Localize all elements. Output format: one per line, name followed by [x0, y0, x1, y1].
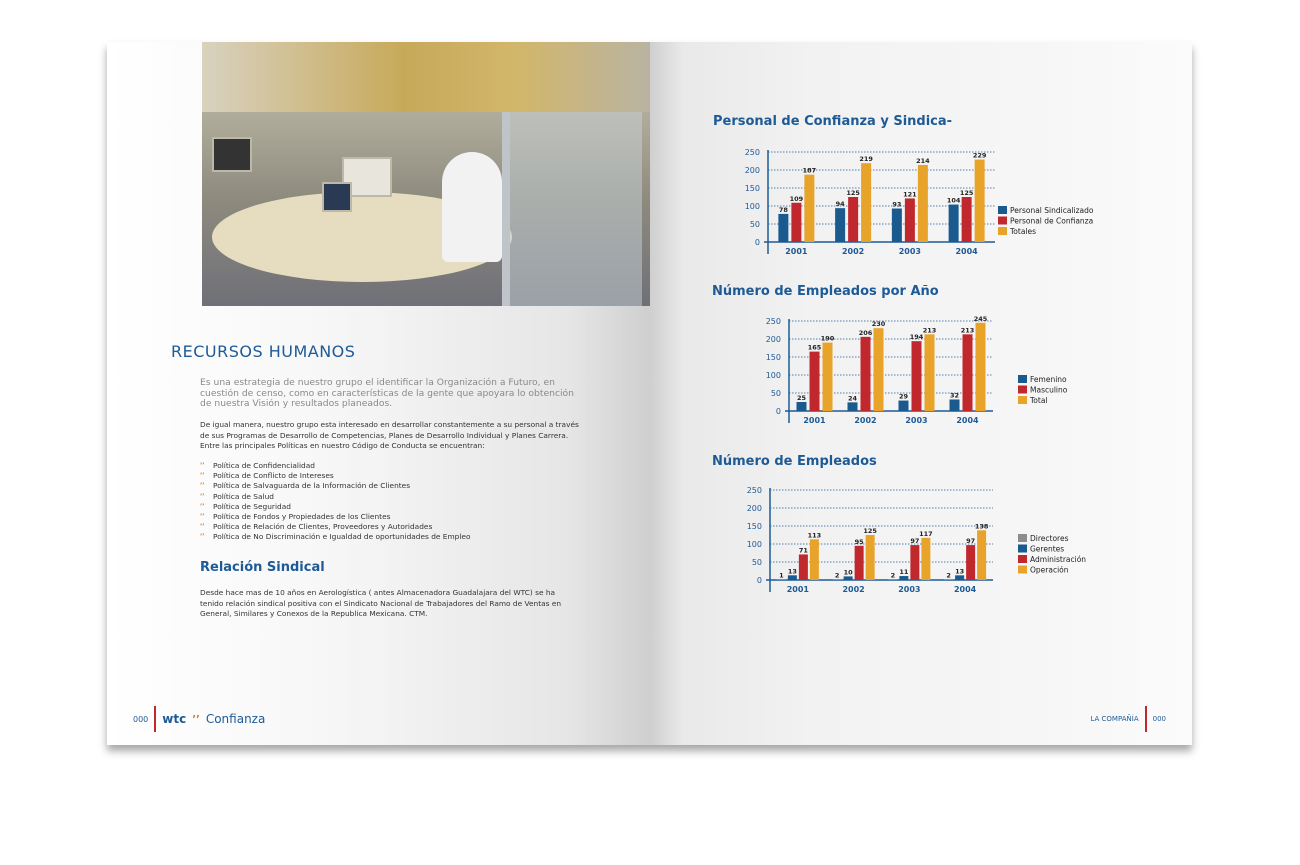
y-tick-label: 150 — [765, 353, 781, 362]
data-label: 25 — [796, 394, 807, 402]
union-text: Desde hace mas de 10 años en Aerologística ( antes Almacenadora Guadalajara del WTC) se ha tenido relación sindical positiva con el Sindicato Nacional de Trabajadores del Ramo de Ventas en General, Similares y Conexos de la Republica Mexicana. CTM. — [200, 588, 562, 618]
data-label: 104 — [946, 196, 961, 205]
bar — [888, 579, 897, 580]
data-label: 2 — [834, 571, 840, 580]
data-label: 29 — [898, 392, 909, 401]
list-item: ’’ Política de Relación de Clientes, Proveedores y Autoridades — [200, 522, 433, 532]
data-label: 93 — [892, 200, 902, 209]
data-label: 11 — [899, 568, 909, 577]
chart-3-title: Número de Empleados — [712, 454, 877, 469]
bar — [977, 530, 986, 580]
bar — [892, 209, 902, 242]
legend-swatch — [998, 206, 1007, 214]
legend-label: Femenino — [1030, 375, 1067, 384]
bar — [835, 208, 845, 242]
x-tick-label: 2003 — [898, 247, 922, 256]
bar — [918, 165, 928, 242]
data-label: 78 — [778, 205, 788, 214]
bar — [788, 575, 797, 580]
bar — [848, 402, 858, 411]
y-tick-label: 200 — [744, 166, 760, 175]
bullet-icon: ’’ — [200, 523, 205, 531]
data-label: 230 — [871, 320, 886, 329]
section-title: RECURSOS HUMANOS — [171, 342, 356, 361]
bar — [955, 575, 964, 580]
legend-swatch — [1018, 566, 1027, 574]
y-tick-label: 100 — [746, 540, 762, 549]
y-tick-label: 0 — [775, 407, 781, 416]
data-label: 95 — [854, 537, 864, 546]
bar — [855, 546, 864, 580]
divider — [1145, 706, 1147, 732]
bar — [861, 163, 871, 242]
data-label: 125 — [959, 189, 974, 197]
bullet-icon: ’’ — [200, 533, 205, 541]
chart-personal — [740, 145, 1100, 260]
data-label: 2 — [890, 571, 896, 580]
data-label: 71 — [798, 546, 808, 555]
x-tick-label: 2001 — [786, 585, 810, 594]
bullet-icon: ’’ — [200, 482, 205, 490]
bar — [905, 198, 915, 242]
y-tick-label: 200 — [746, 504, 762, 513]
wtc-logo: wtc — [162, 712, 187, 726]
bullet-icon: ’’ — [200, 513, 205, 521]
list-item: ’’ Política de Confidencialidad — [200, 461, 315, 470]
x-tick-label: 2004 — [955, 247, 978, 256]
bar — [799, 554, 808, 580]
data-label: 24 — [847, 394, 858, 403]
bar — [899, 576, 908, 580]
bar — [925, 334, 935, 411]
bullet-icon: ’’ — [200, 462, 205, 469]
legend-swatch — [1018, 545, 1027, 553]
data-label: 213 — [922, 326, 937, 335]
data-label: 125 — [863, 527, 877, 535]
bar — [848, 197, 858, 242]
y-tick-label: 100 — [765, 371, 781, 380]
section-name: LA COMPAÑÍA — [1090, 715, 1139, 723]
legend-label: Administración — [1030, 555, 1087, 564]
legend-swatch — [1018, 396, 1027, 404]
data-label: 97 — [966, 537, 976, 546]
legend-label: Total — [1030, 396, 1048, 405]
legend-label: Masculino — [1030, 385, 1068, 395]
y-tick-label: 0 — [754, 238, 760, 247]
data-label: 121 — [903, 190, 917, 199]
legend-swatch — [1018, 534, 1027, 542]
legend-label: Gerentes — [1030, 544, 1065, 554]
legend-label: Personal de Confianza — [1010, 216, 1094, 226]
data-label: 13 — [955, 567, 965, 576]
chart-numero-empleados — [740, 483, 1100, 598]
intro-text: Es una estrategia de nuestro grupo el identificar la Organización a Futuro, en cuestión de censo, como en características de la gente que apoyara lo obtención de nuestra Visión y resultados planeados. — [200, 377, 574, 409]
bar — [866, 535, 875, 580]
y-tick-label: 50 — [751, 558, 762, 567]
x-tick-label: 2002 — [841, 247, 865, 256]
data-label: 109 — [789, 194, 804, 203]
bar — [833, 579, 842, 580]
legend-swatch — [998, 227, 1007, 235]
data-label: 229 — [972, 151, 987, 160]
y-tick-label: 100 — [744, 202, 760, 211]
legend-label: Operación — [1030, 565, 1069, 575]
page-number: 000 — [133, 714, 149, 724]
bar — [976, 323, 986, 411]
data-label: 97 — [910, 537, 920, 546]
data-label: 165 — [807, 343, 822, 352]
y-tick-label: 150 — [746, 522, 762, 531]
bar — [810, 352, 820, 411]
chart-1-title: Personal de Confianza y Sindica- — [713, 114, 953, 129]
legend-swatch — [1018, 555, 1027, 563]
bar — [963, 334, 973, 411]
bar — [791, 203, 801, 242]
chart-empleados-por-anio — [740, 314, 1100, 429]
subsection-title: Relación Sindical — [200, 560, 325, 575]
bar — [910, 545, 919, 580]
left-page — [107, 42, 650, 745]
left-footer — [133, 706, 265, 732]
bar — [962, 197, 972, 242]
data-label: 245 — [973, 314, 988, 323]
bar — [944, 579, 953, 580]
legend-label: Totales — [1010, 227, 1037, 236]
x-tick-label: 2004 — [953, 585, 977, 594]
bar — [966, 545, 975, 580]
legend-swatch — [1018, 386, 1027, 394]
x-tick-label: 2001 — [785, 247, 808, 256]
y-tick-label: 250 — [744, 148, 760, 157]
data-label: 2 — [946, 571, 951, 580]
list-item: ’’ Política de Conflicto de Intereses — [200, 471, 334, 481]
logo-mark-icon: ’’ — [192, 713, 200, 725]
bar — [912, 341, 922, 411]
data-label: 187 — [802, 166, 817, 175]
data-label: 138 — [974, 522, 989, 531]
y-tick-label: 50 — [770, 389, 781, 398]
data-label: 206 — [858, 328, 873, 337]
bar — [899, 401, 909, 411]
data-label: 213 — [960, 326, 975, 335]
chart-2-title: Número de Empleados por Año — [712, 284, 939, 299]
divider — [154, 706, 156, 732]
y-tick-label: 250 — [765, 317, 781, 326]
list-item: ’’ Política de Seguridad — [200, 501, 291, 511]
bar — [778, 214, 788, 242]
data-label: 219 — [859, 155, 873, 164]
x-tick-label: 2001 — [803, 416, 826, 425]
data-label: 125 — [846, 189, 860, 197]
data-label: 214 — [916, 156, 930, 165]
list-item: ’’ Política de Fondos y Propiedades de los Clientes — [200, 512, 391, 522]
bar — [950, 399, 960, 411]
data-label: 94 — [835, 200, 845, 209]
data-label: 13 — [787, 567, 797, 576]
bar — [975, 160, 985, 242]
brand-name: Confianza — [205, 712, 266, 726]
bar — [823, 343, 833, 411]
data-label: 190 — [820, 334, 835, 343]
bar — [844, 576, 853, 580]
bar — [797, 402, 807, 411]
bar — [949, 205, 959, 242]
data-label: 117 — [919, 529, 933, 538]
data-label: 194 — [909, 333, 924, 342]
bullet-icon: ’’ — [200, 502, 205, 510]
right-footer — [1090, 706, 1166, 732]
bar — [874, 328, 884, 411]
legend-swatch — [1018, 375, 1027, 383]
x-tick-label: 2002 — [842, 585, 865, 594]
list-item: ’’ Política de Salud — [200, 491, 274, 501]
list-item: ’’ Política de Salvaguarda de la Información de Clientes — [200, 481, 411, 491]
y-tick-label: 0 — [756, 576, 762, 585]
bullet-icon: ’’ — [200, 472, 205, 480]
bar — [861, 337, 871, 411]
legend-label: Personal Sindicalizado — [1010, 206, 1094, 215]
bullet-icon: ’’ — [200, 492, 205, 500]
bar — [804, 175, 814, 242]
y-tick-label: 250 — [746, 486, 762, 495]
data-label: 113 — [807, 531, 822, 540]
legend-label: Directores — [1030, 534, 1069, 543]
data-label: 32 — [949, 391, 960, 400]
y-tick-label: 50 — [749, 220, 760, 229]
page-number: 000 — [1152, 715, 1166, 723]
y-tick-label: 200 — [765, 335, 781, 344]
policy-list — [200, 461, 471, 543]
x-tick-label: 2004 — [956, 416, 979, 425]
x-tick-label: 2002 — [854, 416, 877, 425]
y-tick-label: 150 — [744, 184, 760, 193]
bar — [921, 538, 930, 580]
body-text: De igual manera, nuestro grupo esta interesado en desarrollar constantemente a su personal a través de sus Programas de Desarrollo de Competencias, Planes de Desarrollo Individual y Planes Carrera. Entre las principales Políticas en nuestro Código de Conducta se encuentran: — [200, 420, 579, 450]
list-item: ’’ Política de No Discriminación e Igualdad de oportunidades de Empleo — [200, 532, 471, 542]
data-label: 1 — [779, 571, 784, 580]
x-tick-label: 2003 — [898, 585, 921, 594]
x-tick-label: 2003 — [905, 416, 928, 425]
bar — [810, 539, 819, 580]
legend-swatch — [998, 217, 1007, 225]
office-photo — [202, 42, 650, 306]
data-label: 10 — [843, 568, 853, 577]
